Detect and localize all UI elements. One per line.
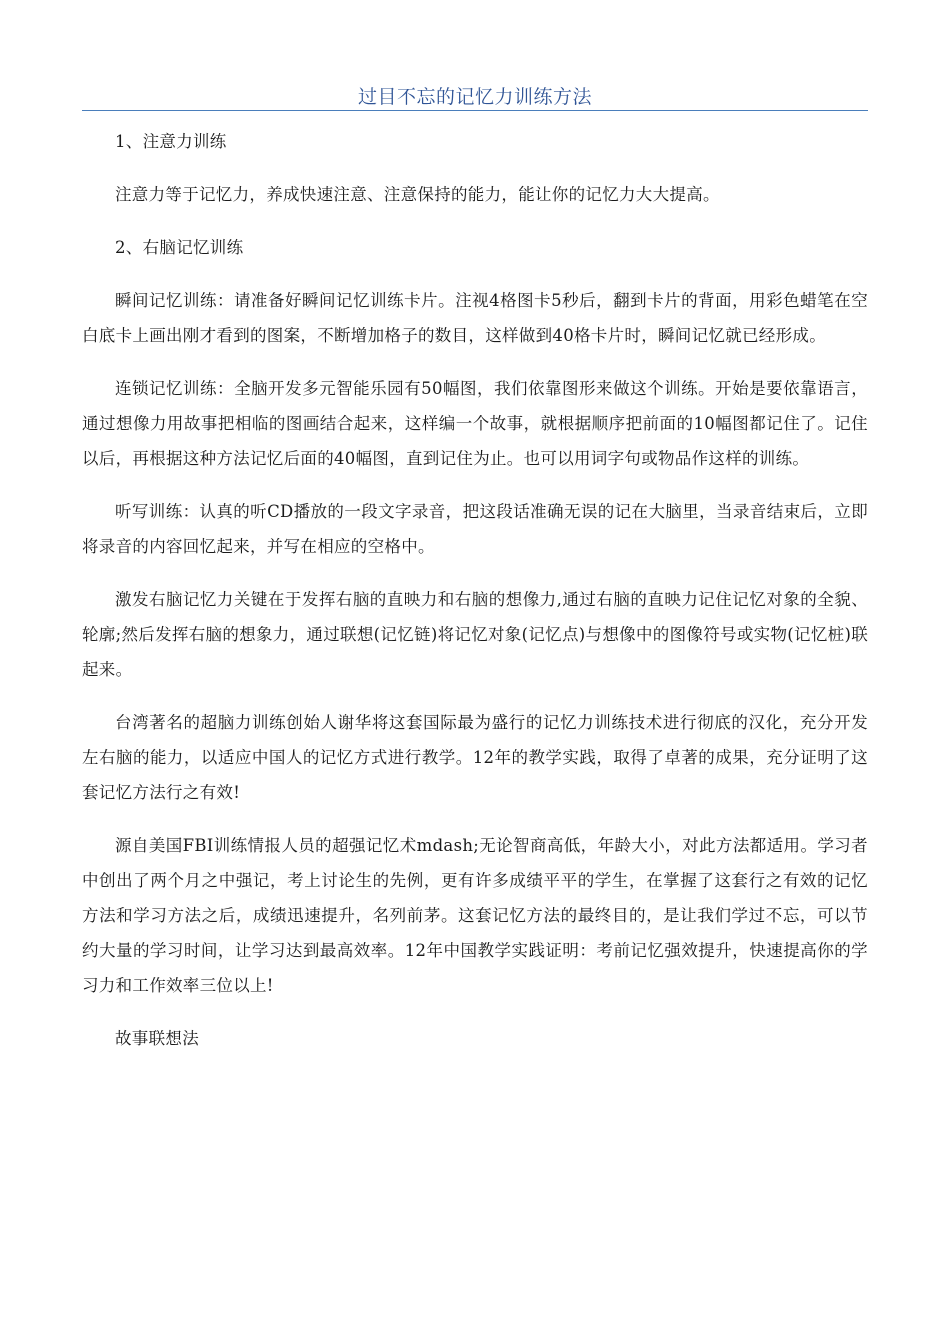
paragraph-chain-memory: 连锁记忆训练：全脑开发多元智能乐园有50幅图，我们依靠图形来做这个训练。开始是要依靠语言，通过想像力用故事把相临的图画结合起来，这样编一个故事，就根据顺序把前面的10幅图都记住了。记住以后，再根据这种方法记忆后面的40幅图，直到记住为止。也可以用词字句或物品作这样的训练。 bbox=[82, 379, 868, 468]
paragraph-taiwan-founder: 台湾著名的超脑力训练创始人谢华将这套国际最为盛行的记忆力训练技术进行彻底的汉化，充分开发左右脑的能力，以适应中国人的记忆方式进行教学。12年的教学实践，取得了卓著的成果，充分证明了这套记忆方法行之有效! bbox=[82, 713, 868, 802]
document-body bbox=[82, 124, 868, 1074]
document-header bbox=[82, 80, 868, 111]
section-heading-attention: 1、注意力训练 bbox=[115, 132, 227, 151]
paragraph-dictation: 听写训练：认真的听CD播放的一段文字录音，把这段话准确无误的记在大脑里，当录音结束后，立即将录音的内容回忆起来，并写在相应的空格中。 bbox=[82, 502, 868, 556]
paragraph-fbi-method: 源自美国FBI训练情报人员的超强记忆术mdash;无论智商高低，年龄大小，对此方法都适用。学习者中创出了两个月之中强记，考上讨论生的先例，更有许多成绩平平的学生，在掌握了这套行之有效的记忆方法和学习方法之后，成绩迅速提升，名列前茅。这套记忆方法的最终目的，是让我们学过不忘，可以节约大量的学习时间，让学习达到最高效率。12年中国教学实践证明：考前记忆强效提升，快速提高你的学习力和工作效率三位以上! bbox=[82, 836, 868, 995]
section-heading-right-brain: 2、右脑记忆训练 bbox=[115, 238, 244, 257]
paragraph-right-brain-key: 激发右脑记忆力关键在于发挥右脑的直映力和右脑的想像力,通过右脑的直映力记住记忆对象的全貌、轮廓;然后发挥右脑的想象力，通过联想(记忆链)将记忆对象(记忆点)与想像中的图像符号或实物(记忆桩)联起来。 bbox=[82, 590, 868, 679]
section-heading-story-association: 故事联想法 bbox=[115, 1029, 199, 1048]
paragraph-instant-memory: 瞬间记忆训练：请准备好瞬间记忆训练卡片。注视4格图卡5秒后，翻到卡片的背面，用彩色蜡笔在空白底卡上画出刚才看到的图案，不断增加格子的数目，这样做到40格卡片时，瞬间记忆就已经形成。 bbox=[82, 291, 868, 345]
paragraph-attention: 注意力等于记忆力，养成快速注意、注意保持的能力，能让你的记忆力大大提高。 bbox=[115, 185, 720, 204]
page-title: 过目不忘的记忆力训练方法 bbox=[357, 86, 592, 108]
